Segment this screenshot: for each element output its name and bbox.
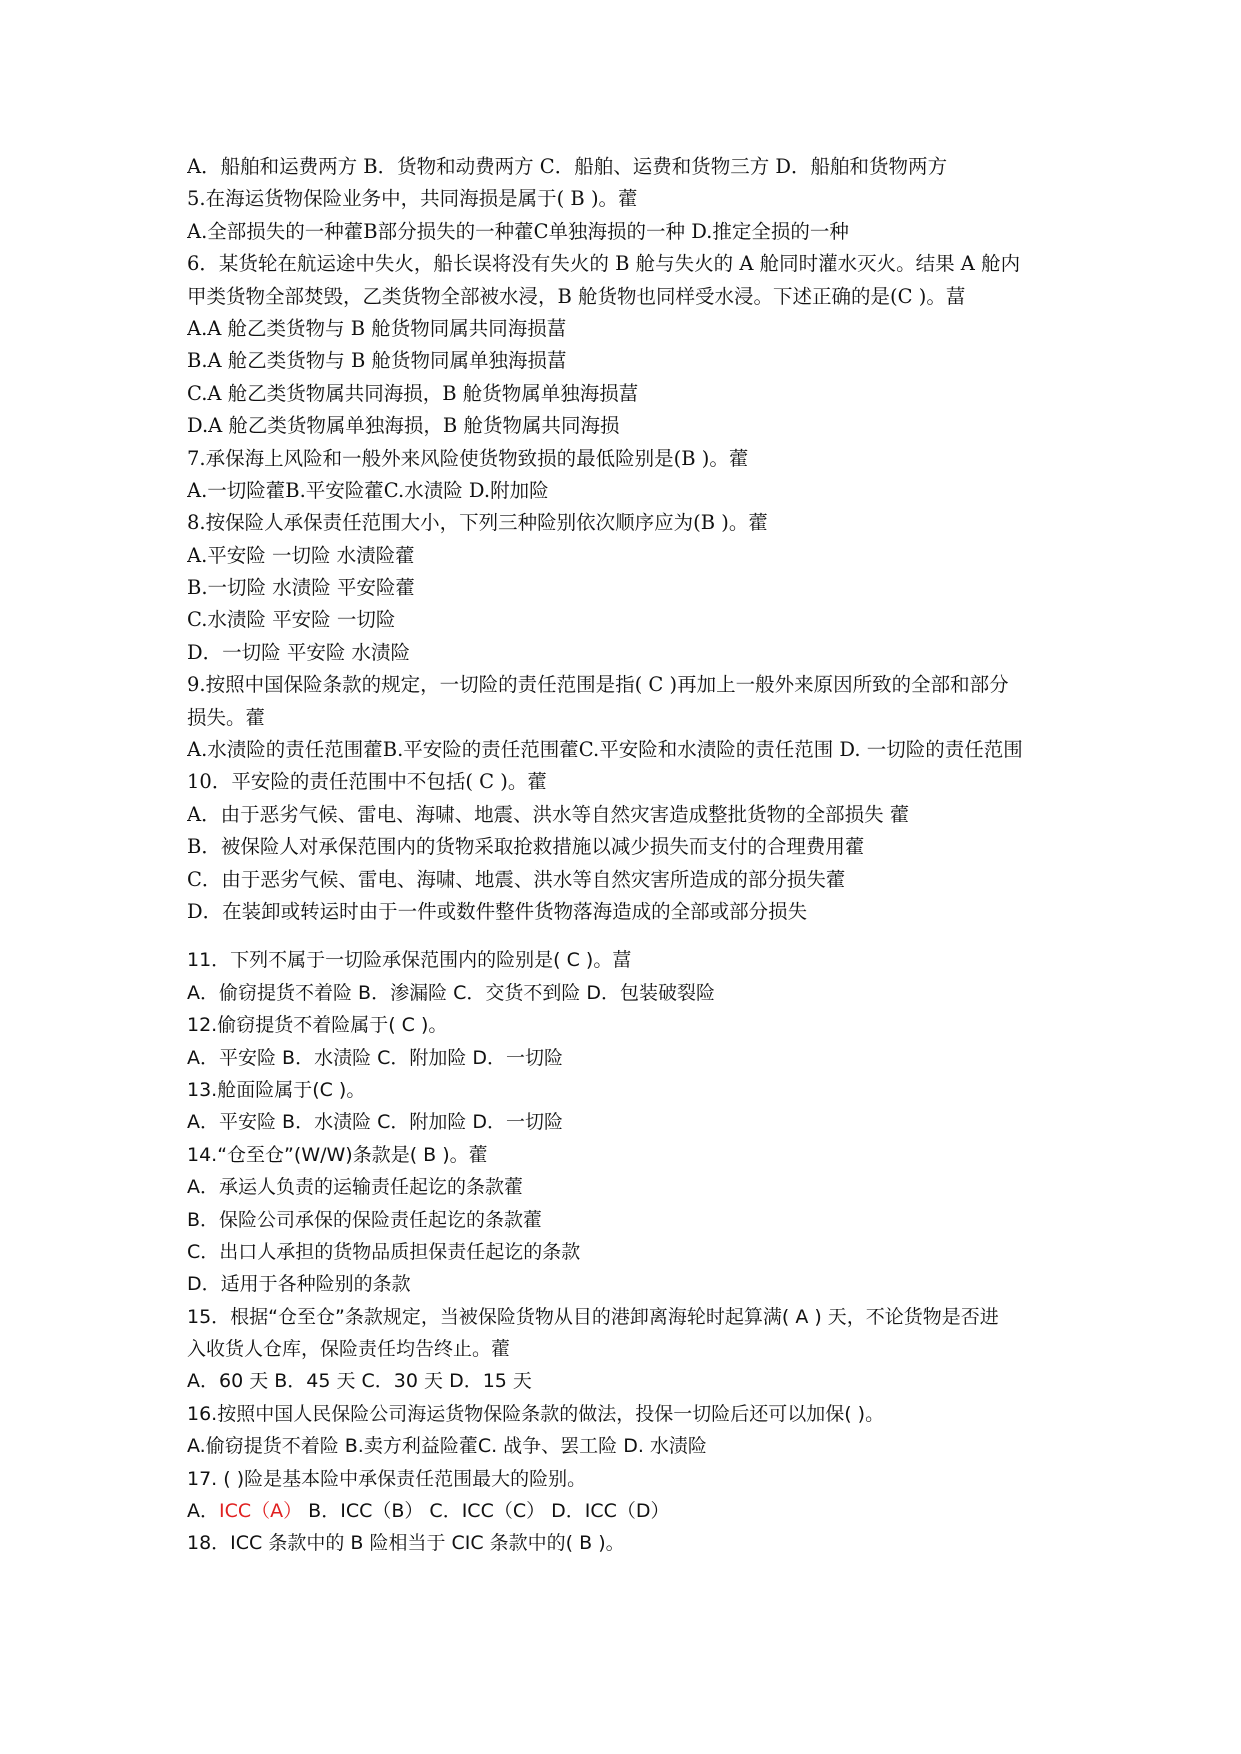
text-line: 10．平安险的责任范围中不包括( C )。藿 <box>187 770 547 794</box>
text-line: 损失。藿 <box>187 705 266 729</box>
text-line: A.全部损失的一种藿B部分损失的一种藿C单独海损的一种 D.推定全损的一种 <box>187 219 849 243</box>
text-line: B．被保险人对承保范围内的货物采取抢救措施以减少损失而支付的合理费用藿 <box>187 835 865 859</box>
text-line: 13.舱面险属于(C )。 <box>187 1078 366 1101</box>
text-line: A．偷窃提货不着险 B．渗漏险 C．交货不到险 D．包装破裂险 <box>187 981 716 1004</box>
text-line: B．保险公司承保的保险责任起讫的条款藿 <box>187 1208 543 1231</box>
text-line: A．平安险 B．水渍险 C．附加险 D．一切险 <box>187 1046 564 1069</box>
text-line: D.A 舱乙类货物属单独海损，B 舱货物属共同海损 <box>187 414 620 438</box>
text-line: 7.承保海上风险和一般外来风险使货物致损的最低险别是(B )。藿 <box>187 446 749 470</box>
text-line: 12.偷窃提货不着险属于( C )。 <box>187 1014 448 1037</box>
text-line: C．出口人承担的货物品质担保责任起讫的条款 <box>187 1240 581 1263</box>
text-line: 6．某货轮在航运途中失火，船长误将没有失火的 B 舱与失火的 A 舱同时灌水灭火。结果 A 舱内 <box>187 252 1021 276</box>
text-line: A.一切险藿B.平安险藿C.水渍险 D.附加险 <box>187 478 549 502</box>
text-line: B.A 舱乙类货物与 B 舱货物同属单独海损葍 <box>187 349 567 373</box>
text-line: A．船舶和运费两方 B．货物和动费两方 C．船舶、运费和货物三方 D．船舶和货物两方 <box>187 155 948 178</box>
text-line: A.水渍险的责任范围藿B.平安险的责任范围藿C.平安险和水渍险的责任范围 D. 一切险的责任范围 <box>187 738 1023 762</box>
text-line: 17. ( )险是基本险中承保责任范围最大的险别。 <box>187 1467 587 1490</box>
text-line: 甲类货物全部焚毁，乙类货物全部被水浸，B 舱货物也同样受水浸。下述正确的是(C )。葍 <box>187 284 966 308</box>
text-line: D．一切险 平安险 水渍险 <box>187 640 411 664</box>
text-line: A.偷窃提货不着险 B.卖方利益险藿C. 战争、罢工险 D. 水渍险 <box>187 1435 707 1458</box>
text-line: D．适用于各种险别的条款 <box>187 1273 411 1296</box>
answer-options-line <box>187 1495 1117 1527</box>
remaining-options: B．ICC（B） C．ICC（C） D．ICC（D） <box>302 1500 670 1523</box>
text-line: 16.按照中国人民保险公司海运货物保险条款的做法，投保一切险后还可以加保( )。 <box>187 1402 885 1425</box>
question-text <box>187 151 1117 1560</box>
text-line: 14.“仓至仓”(W/W)条款是( B )。藿 <box>187 1143 488 1166</box>
highlighted-option-a: ICC（A） <box>219 1500 303 1523</box>
text-line: 18．ICC 条款中的 B 险相当于 CIC 条款中的( B )。 <box>187 1532 625 1555</box>
text-line: B.一切险 水渍险 平安险藿 <box>187 576 415 600</box>
text-line: 入收货人仓库，保险责任均告终止。藿 <box>187 1338 511 1361</box>
text-line: A．60 天 B．45 天 C．30 天 D．15 天 <box>187 1370 532 1393</box>
text-line: A.A 舱乙类货物与 B 舱货物同属共同海损葍 <box>187 316 567 340</box>
text-line: 8.按保险人承保责任范围大小，下列三种险别依次顺序应为(B )。藿 <box>187 511 768 535</box>
text-line: 5.在海运货物保险业务中，共同海损是属于( B )。藿 <box>187 187 638 211</box>
text-line: 15．根据“仓至仓”条款规定，当被保险货物从目的港卸离海轮时起算满( A ) 天，不论货物是否进 <box>187 1305 999 1328</box>
option-prefix: A． <box>187 1500 219 1523</box>
text-line: C.A 舱乙类货物属共同海损，B 舱货物属单独海损葍 <box>187 381 639 405</box>
text-line: A．承运人负责的运输责任起讫的条款藿 <box>187 1176 523 1199</box>
text-line: A.平安险 一切险 水渍险藿 <box>187 543 415 567</box>
text-line: 9.按照中国保险条款的规定，一切险的责任范围是指( C )再加上一般外来原因所致的全部和部分 <box>187 673 1009 697</box>
text-line: 11．下列不属于一切险承保范围内的险别是( C )。葍 <box>187 949 632 972</box>
text-line: A．由于恶劣气候、雷电、海啸、地震、洪水等自然灾害造成整批货物的全部损失 藿 <box>187 802 910 826</box>
text-line: D．在装卸或转运时由于一件或数件整件货物落海造成的全部或部分损失 <box>187 899 808 923</box>
text-line: C.水渍险 平安险 一切险 <box>187 608 396 632</box>
text-line: C．由于恶劣气候、雷电、海啸、地震、洪水等自然灾害所造成的部分损失藿 <box>187 867 846 891</box>
text-line: A．平安险 B．水渍险 C．附加险 D．一切险 <box>187 1111 564 1134</box>
